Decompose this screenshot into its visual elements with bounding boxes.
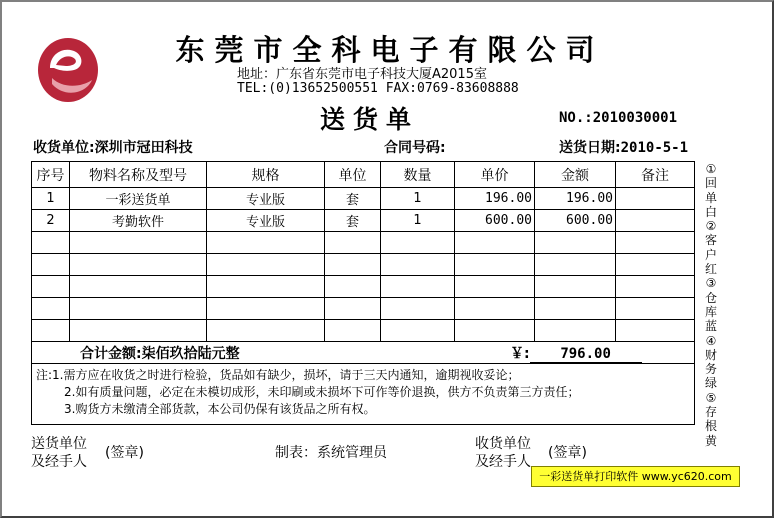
total-currency: ￥: [510,346,530,362]
table-cell: 套 [325,188,381,210]
table-cell: 1 [381,210,455,232]
table-row [32,210,695,232]
receiver-stamp: (签章) [548,445,587,461]
note-item: 1.需方应在收货之时进行检验，货品如有缺少，损坏，请于三天内通知，逾期视收妥论； [52,368,520,382]
document-number: NO.:2010030001 [559,110,678,126]
delivery-date-label: 送货日期: [559,140,621,156]
receiver-signature-line2: 及经手人 [475,454,531,470]
table-cell: 1 [381,188,455,210]
table-cell: 600.00 [455,210,535,232]
notes-prefix: 注: [36,368,53,382]
receiver-info [33,137,193,157]
receiver-signature [475,435,531,471]
table-cell: 考勤软件 [70,210,207,232]
table-row-empty [32,320,695,342]
total-row [32,342,695,364]
total-label: 合计金额: [80,346,142,362]
table-cell: 2 [32,210,70,232]
maker-value: 系统管理员 [317,445,387,461]
items-table [31,161,695,364]
table-cell [616,188,695,210]
copy-distribution-note: ①回单白②客户红③仓库蓝④财务绿⑤存根黄 [704,162,717,448]
column-header: 物料名称及型号 [70,162,207,188]
note-item: 2.如有质量问题，必定在未模切成形，未印刷或未损坏下可作等价退换，供方不负责第三方责任； [64,385,580,399]
receiver-value: 深圳市冠田科技 [94,140,193,156]
sender-signature [31,435,87,471]
software-banner-link[interactable]: 一彩送货单打印软件 www.yc620.com [531,466,740,487]
table-cell [616,210,695,232]
table-header-row [32,162,695,188]
receiver-label: 收货单位: [33,140,95,156]
table-row-empty [32,276,695,298]
contract-label: 合同号码: [384,140,446,156]
table-row-empty [32,232,695,254]
sender-signature-line1: 送货单位 [31,436,87,452]
company-name: 东莞市全科电子有限公司 [175,33,605,67]
table-cell: 196.00 [535,188,616,210]
sender-signature-line2: 及经手人 [31,454,87,470]
total-amount: 796.00 [530,346,642,363]
receiver-signature-line1: 收货单位 [475,436,531,452]
company-contact: TEL:(0)13652500551 FAX:0769-83608888 [237,81,519,96]
table-cell: 1 [32,188,70,210]
delivery-date-value: 2010-5-1 [620,140,689,156]
note-item: 3.购货方未缴清全部货款，本公司仍保有该货品之所有权。 [64,402,376,416]
column-header: 金额 [535,162,616,188]
table-cell: 一彩送货单 [70,188,207,210]
delivery-date-info [559,137,688,157]
column-header: 备注 [616,162,695,188]
table-row [32,188,695,210]
column-header: 数量 [381,162,455,188]
company-logo-icon [36,32,100,104]
table-cell: 600.00 [535,210,616,232]
table-cell: 套 [325,210,381,232]
table-cell: 196.00 [455,188,535,210]
document-title: 送货单 [320,105,420,134]
notes-box [31,364,695,425]
table-cell: 专业版 [207,210,325,232]
sender-stamp: (签章) [105,445,144,461]
column-header: 单价 [455,162,535,188]
table-cell: 专业版 [207,188,325,210]
table-row-empty [32,254,695,276]
contract-info [384,137,446,157]
maker-info [275,444,387,462]
column-header: 序号 [32,162,70,188]
column-header: 规格 [207,162,325,188]
maker-label: 制表： [275,445,317,461]
table-row-empty [32,298,695,320]
total-in-words: 柒佰玖拾陆元整 [141,346,240,362]
company-address: 地址：广东省东莞市电子科技大厦A2015室 [237,67,487,82]
column-header: 单位 [325,162,381,188]
